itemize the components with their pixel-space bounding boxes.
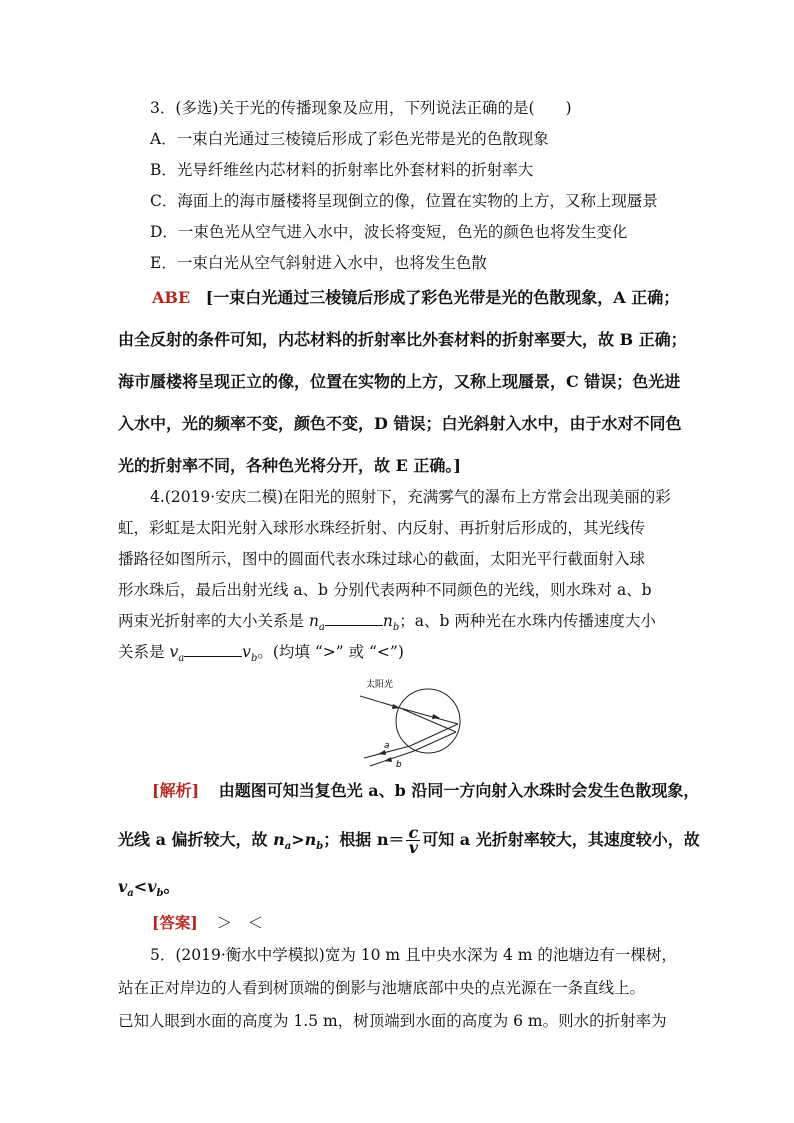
q3-explanation-line-2: 由全反射的条件可知，内芯材料的折射率比外套材料的折射率要大，故 B 正确；	[118, 330, 687, 349]
q4-line-6-pre: 关系是	[118, 643, 170, 661]
q4-line-5-post: ；a、b 两种光在水珠内传播速度大小	[399, 612, 656, 630]
refracted-ray-1	[400, 708, 458, 724]
q3-option-a: A．一束白光通过三棱镜后形成了彩色光带是光的色散现象	[150, 130, 549, 148]
q5-line-3: 已知人眼到水面的高度为 1.5 m，树顶端到水面的高度为 6 m。则水的折射率为	[118, 1012, 667, 1030]
q5-line-1: 5．(2019·衡水中学模拟)宽为 10 m 且中央水深为 4 m 的池塘边有一棵树，	[150, 946, 677, 964]
fraction-numerator: c	[408, 823, 419, 842]
q3-option-c: C．海面上的海市蜃楼将呈现倒立的像，位置在实物的上方，又称上现蜃景	[150, 192, 658, 210]
q4-line-2: 虹，彩虹是太阳光射入球形水珠经折射、内反射、再折射后形成的，其光线传	[118, 519, 646, 537]
q4-analysis-line-2: 光线 a 偏折较大，故 $n_a>n_b$；根据 n＝ $\frac{c}{v}$ 可知 a 光折射率较大，其速度较小，故	[118, 823, 700, 857]
q3-stem: 3．(多选)关于光的传播现象及应用，下列说法正确的是( )	[150, 99, 572, 117]
q4-line-6: 关系是 $v_a$ $v_b$。(均填 “>” 或 “<”)	[118, 643, 404, 665]
q3-option-d: D．一束色光从空气进入水中，波长将变短，色光的颜色也将发生变化	[150, 223, 628, 241]
q3-explanation-text: [一束白光通过三棱镜后形成了彩色光带是光的色散现象，A 正确；	[205, 288, 680, 307]
q4-line-4: 形水珠后，最后出射光线 a、b 分别代表两种不同颜色的光线，则水珠对 a、b	[118, 581, 652, 599]
q3-answer-label: ABE	[152, 288, 191, 307]
q4-analysis-line-1	[152, 781, 699, 801]
q4-analysis-line-3: $v_a<v_b$。	[118, 877, 180, 900]
ray-a-label: a	[384, 741, 390, 751]
exit-ray-b	[370, 751, 414, 766]
q4-line-1: 4.(2019·安庆二模)在阳光的照射下，充满雾气的瀑布上方常会出现美丽的彩	[150, 488, 671, 506]
sunlight-label: 太阳光	[366, 680, 394, 690]
q3-option-e: E．一束白光从空气斜射进入水中，也将发生色散	[150, 254, 487, 272]
q3-explanation-line-4: 入水中，光的频率不变，颜色不变，D 错误；白光斜射入水中，由于水对不同色	[118, 414, 682, 433]
q3-explanation-line-1	[152, 288, 679, 308]
q4-line-5: 两束光折射率的大小关系是 $n_a$ $n_b$；a、b 两种光在水珠内传播速度大小	[118, 612, 656, 634]
q5-line-2: 站在正对岸边的人看到树顶端的倒影与池塘底部中央的点光源在一条直线上。	[118, 979, 646, 997]
q3-option-b: B．光导纤维丝内芯材料的折射率比外套材料的折射率大	[150, 161, 534, 179]
reflected-ray-a	[410, 724, 458, 746]
q3-explanation-line-5: 光的折射率不同，各种色光将分开，故 E 正确。]	[118, 456, 461, 475]
fraction-c-over-v	[406, 823, 420, 857]
answer-value: ＞ ＜	[216, 914, 264, 932]
answer-blank-1	[325, 625, 383, 626]
fraction-denominator: v	[408, 838, 418, 857]
analysis-text-2-mid: ；根据 n＝	[323, 830, 405, 849]
water-droplet-figure	[340, 672, 480, 770]
analysis-label: [解析]	[152, 781, 200, 800]
analysis-text-1: 由题图可知当复色光 a、b 沿同一方向射入水珠时会发生色散现象，	[218, 781, 700, 800]
q4-line-3: 播路径如图所示，图中的圆面代表水珠过球心的截面，太阳光平行截面射入球	[118, 550, 646, 568]
analysis-text-2-pre: 光线 a 偏折较大，故	[118, 830, 274, 849]
droplet-circle	[396, 689, 460, 753]
answer-blank-2	[184, 656, 242, 657]
q4-line-5-pre: 两束光折射率的大小关系是	[118, 612, 309, 630]
answer-label: [答案]	[152, 913, 198, 932]
q4-line-6-post: 。(均填 “>” 或 “<”)	[257, 643, 404, 661]
q4-answer-line	[152, 913, 263, 933]
ray-b-label: b	[396, 760, 402, 770]
analysis-text-2-post: 可知 a 光折射率较大，其速度较小，故	[422, 830, 700, 849]
q3-explanation-line-3: 海市蜃楼将呈现正立的像，位置在实物的上方，又称上现蜃景，C 错误；色光进	[118, 372, 681, 391]
